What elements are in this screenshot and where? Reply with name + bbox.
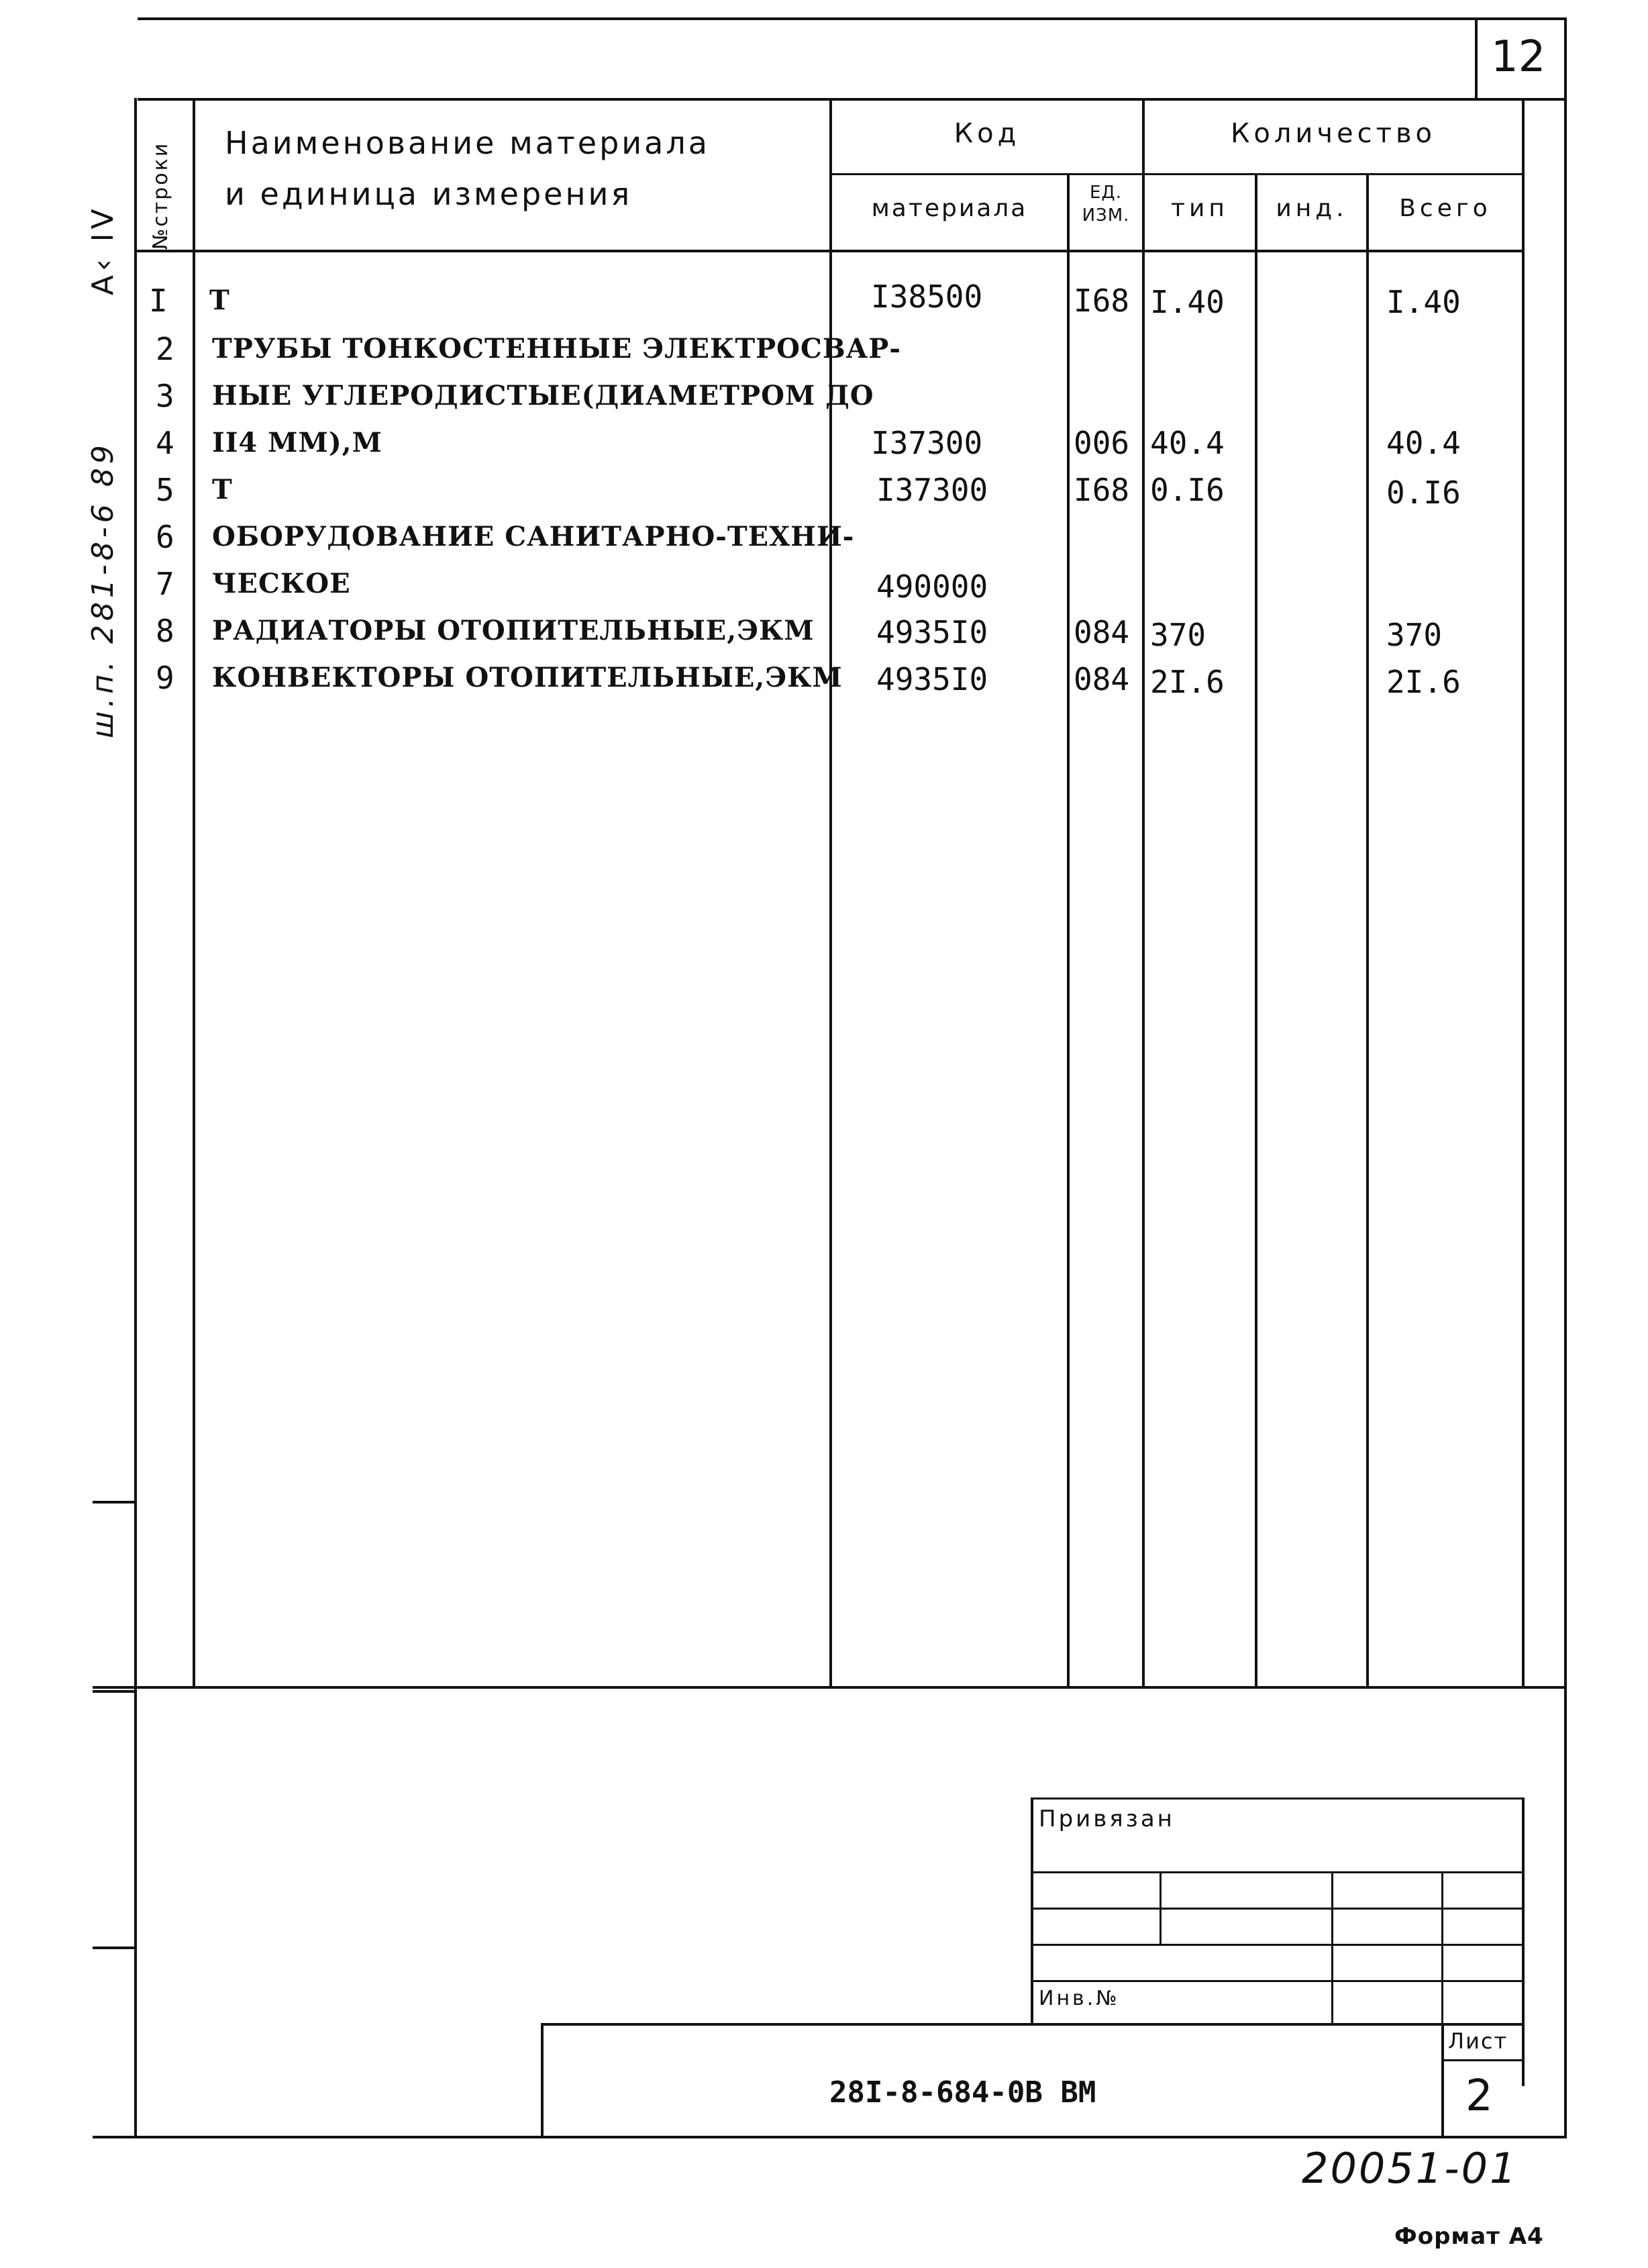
- stamp-col-line: [1441, 1871, 1443, 2026]
- row-number: 3: [156, 378, 174, 414]
- margin-tick: [93, 1501, 137, 1503]
- header-code-material: материала: [871, 195, 1028, 222]
- col-line-rowno: [193, 98, 195, 1689]
- col-line-type: [1255, 173, 1257, 1689]
- row-number: 9: [156, 660, 174, 696]
- row-type: 2I.6: [1150, 664, 1225, 700]
- header-qty-group: Количество: [1230, 118, 1436, 149]
- row-total: 370: [1386, 617, 1443, 653]
- header-code-group: Код: [954, 118, 1021, 149]
- frame-top: [138, 98, 1567, 101]
- row-number: 2: [156, 331, 174, 367]
- row-total: 40.4: [1386, 425, 1461, 461]
- header-subline: [831, 173, 1525, 175]
- title-block-top: [541, 2023, 1525, 2026]
- row-total: I.40: [1386, 284, 1461, 320]
- row-unit: 084: [1074, 661, 1130, 697]
- col-line-unit: [1142, 98, 1145, 1689]
- row-type: 40.4: [1150, 425, 1225, 461]
- row-code: 490000: [876, 569, 988, 605]
- sheet-number-box-right: [1564, 17, 1567, 99]
- row-number: 5: [156, 472, 174, 508]
- frame-right: [1564, 98, 1567, 2138]
- sheet-label: Лист: [1448, 2028, 1508, 2054]
- row-number: 7: [156, 566, 174, 602]
- row-name: ТРУБЫ ТОНКОСТЕННЫЕ ЭЛЕКТРОСВАР-: [212, 333, 901, 364]
- row-type: I.40: [1150, 284, 1225, 320]
- header-qty-ind: инд.: [1276, 195, 1348, 222]
- row-code: I38500: [871, 279, 983, 315]
- sheet-number-box-left: [1475, 17, 1478, 99]
- stamp-col-line: [1331, 1871, 1333, 2026]
- row-code: I37300: [876, 472, 988, 508]
- stamp-row-line: [1031, 1980, 1525, 1982]
- format-label: Формат А4: [1394, 2223, 1544, 2250]
- stamp-row-line: [1031, 1944, 1525, 1946]
- header-name-line2: и единица измерения: [225, 176, 633, 212]
- stamp-row-line: [1031, 1908, 1525, 1910]
- col-line-ind: [1366, 173, 1369, 1689]
- side-stamp-main: ш.п. 281-8-6 89: [86, 441, 120, 738]
- row-name: II4 ММ),М: [212, 427, 382, 458]
- row-total: 2I.6: [1386, 664, 1461, 700]
- margin-tick: [93, 1946, 137, 1949]
- header-code-unit: ЕД. ИЗМ.: [1082, 183, 1130, 226]
- row-name: Т: [209, 285, 230, 316]
- row-unit: I68: [1074, 283, 1130, 319]
- row-name: ОБОРУДОВАНИЕ САНИТАРНО-ТЕХНИ-: [212, 521, 855, 552]
- row-code: 4935I0: [876, 614, 988, 650]
- title-block-left: [541, 2023, 544, 2138]
- document-code: 28I-8-684-0В ВМ: [829, 2075, 1096, 2110]
- col-line-material: [1067, 173, 1070, 1689]
- row-name: КОНВЕКТОРЫ ОТОПИТЕЛЬНЫЕ,ЭКМ: [212, 662, 843, 693]
- row-name: Т: [212, 474, 233, 505]
- row-unit: I68: [1074, 472, 1130, 508]
- table-bottom-line: [93, 1686, 1567, 1689]
- archive-number: 20051-01: [1302, 2144, 1518, 2193]
- row-number: 4: [156, 425, 174, 461]
- side-stamp-top: А‹ IV: [86, 205, 120, 295]
- row-name: ЧЕСКОЕ: [212, 568, 351, 599]
- row-code: 4935I0: [876, 661, 988, 697]
- row-number: 8: [156, 613, 174, 649]
- row-code: I37300: [871, 425, 983, 461]
- stamp-bound-label: Привязан: [1039, 1806, 1175, 1832]
- row-name: РАДИАТОРЫ ОТОПИТЕЛЬНЫЕ,ЭКМ: [212, 615, 815, 646]
- sheet-cell-left: [1441, 2023, 1444, 2138]
- row-type: 370: [1150, 617, 1206, 653]
- stamp-box-top: [1031, 1797, 1525, 1799]
- row-total: 0.I6: [1386, 475, 1461, 511]
- margin-tick: [93, 1690, 137, 1693]
- header-qty-type: тип: [1171, 195, 1229, 222]
- header-name-line1: Наименование материала: [225, 125, 710, 161]
- row-number: I: [149, 283, 168, 319]
- frame-left: [134, 98, 137, 2138]
- stamp-row-line: [1031, 1871, 1525, 1873]
- header-qty-total: Всего: [1399, 195, 1492, 222]
- top-border-line: [138, 17, 1567, 20]
- row-unit: 006: [1074, 425, 1130, 461]
- sheet-value: 2: [1465, 2071, 1493, 2121]
- stamp-inv-label: Инв.№: [1039, 1987, 1120, 2010]
- row-unit: 084: [1074, 614, 1130, 650]
- row-name: НЫЕ УГЛЕРОДИСТЫЕ(ДИАМЕТРОМ ДО: [212, 380, 874, 411]
- header-row-number: №строки: [149, 141, 172, 250]
- row-type: 0.I6: [1150, 472, 1225, 508]
- table-right-line: [1522, 98, 1525, 1689]
- stamp-box-left: [1031, 1797, 1033, 2026]
- stamp-box-right: [1522, 1797, 1525, 2086]
- stamp-col-line: [1160, 1871, 1162, 1944]
- row-number: 6: [156, 519, 174, 555]
- frame-bottom: [93, 2136, 1567, 2138]
- top-sheet-number: 12: [1491, 32, 1546, 82]
- sheet-cell-divider: [1441, 2059, 1525, 2061]
